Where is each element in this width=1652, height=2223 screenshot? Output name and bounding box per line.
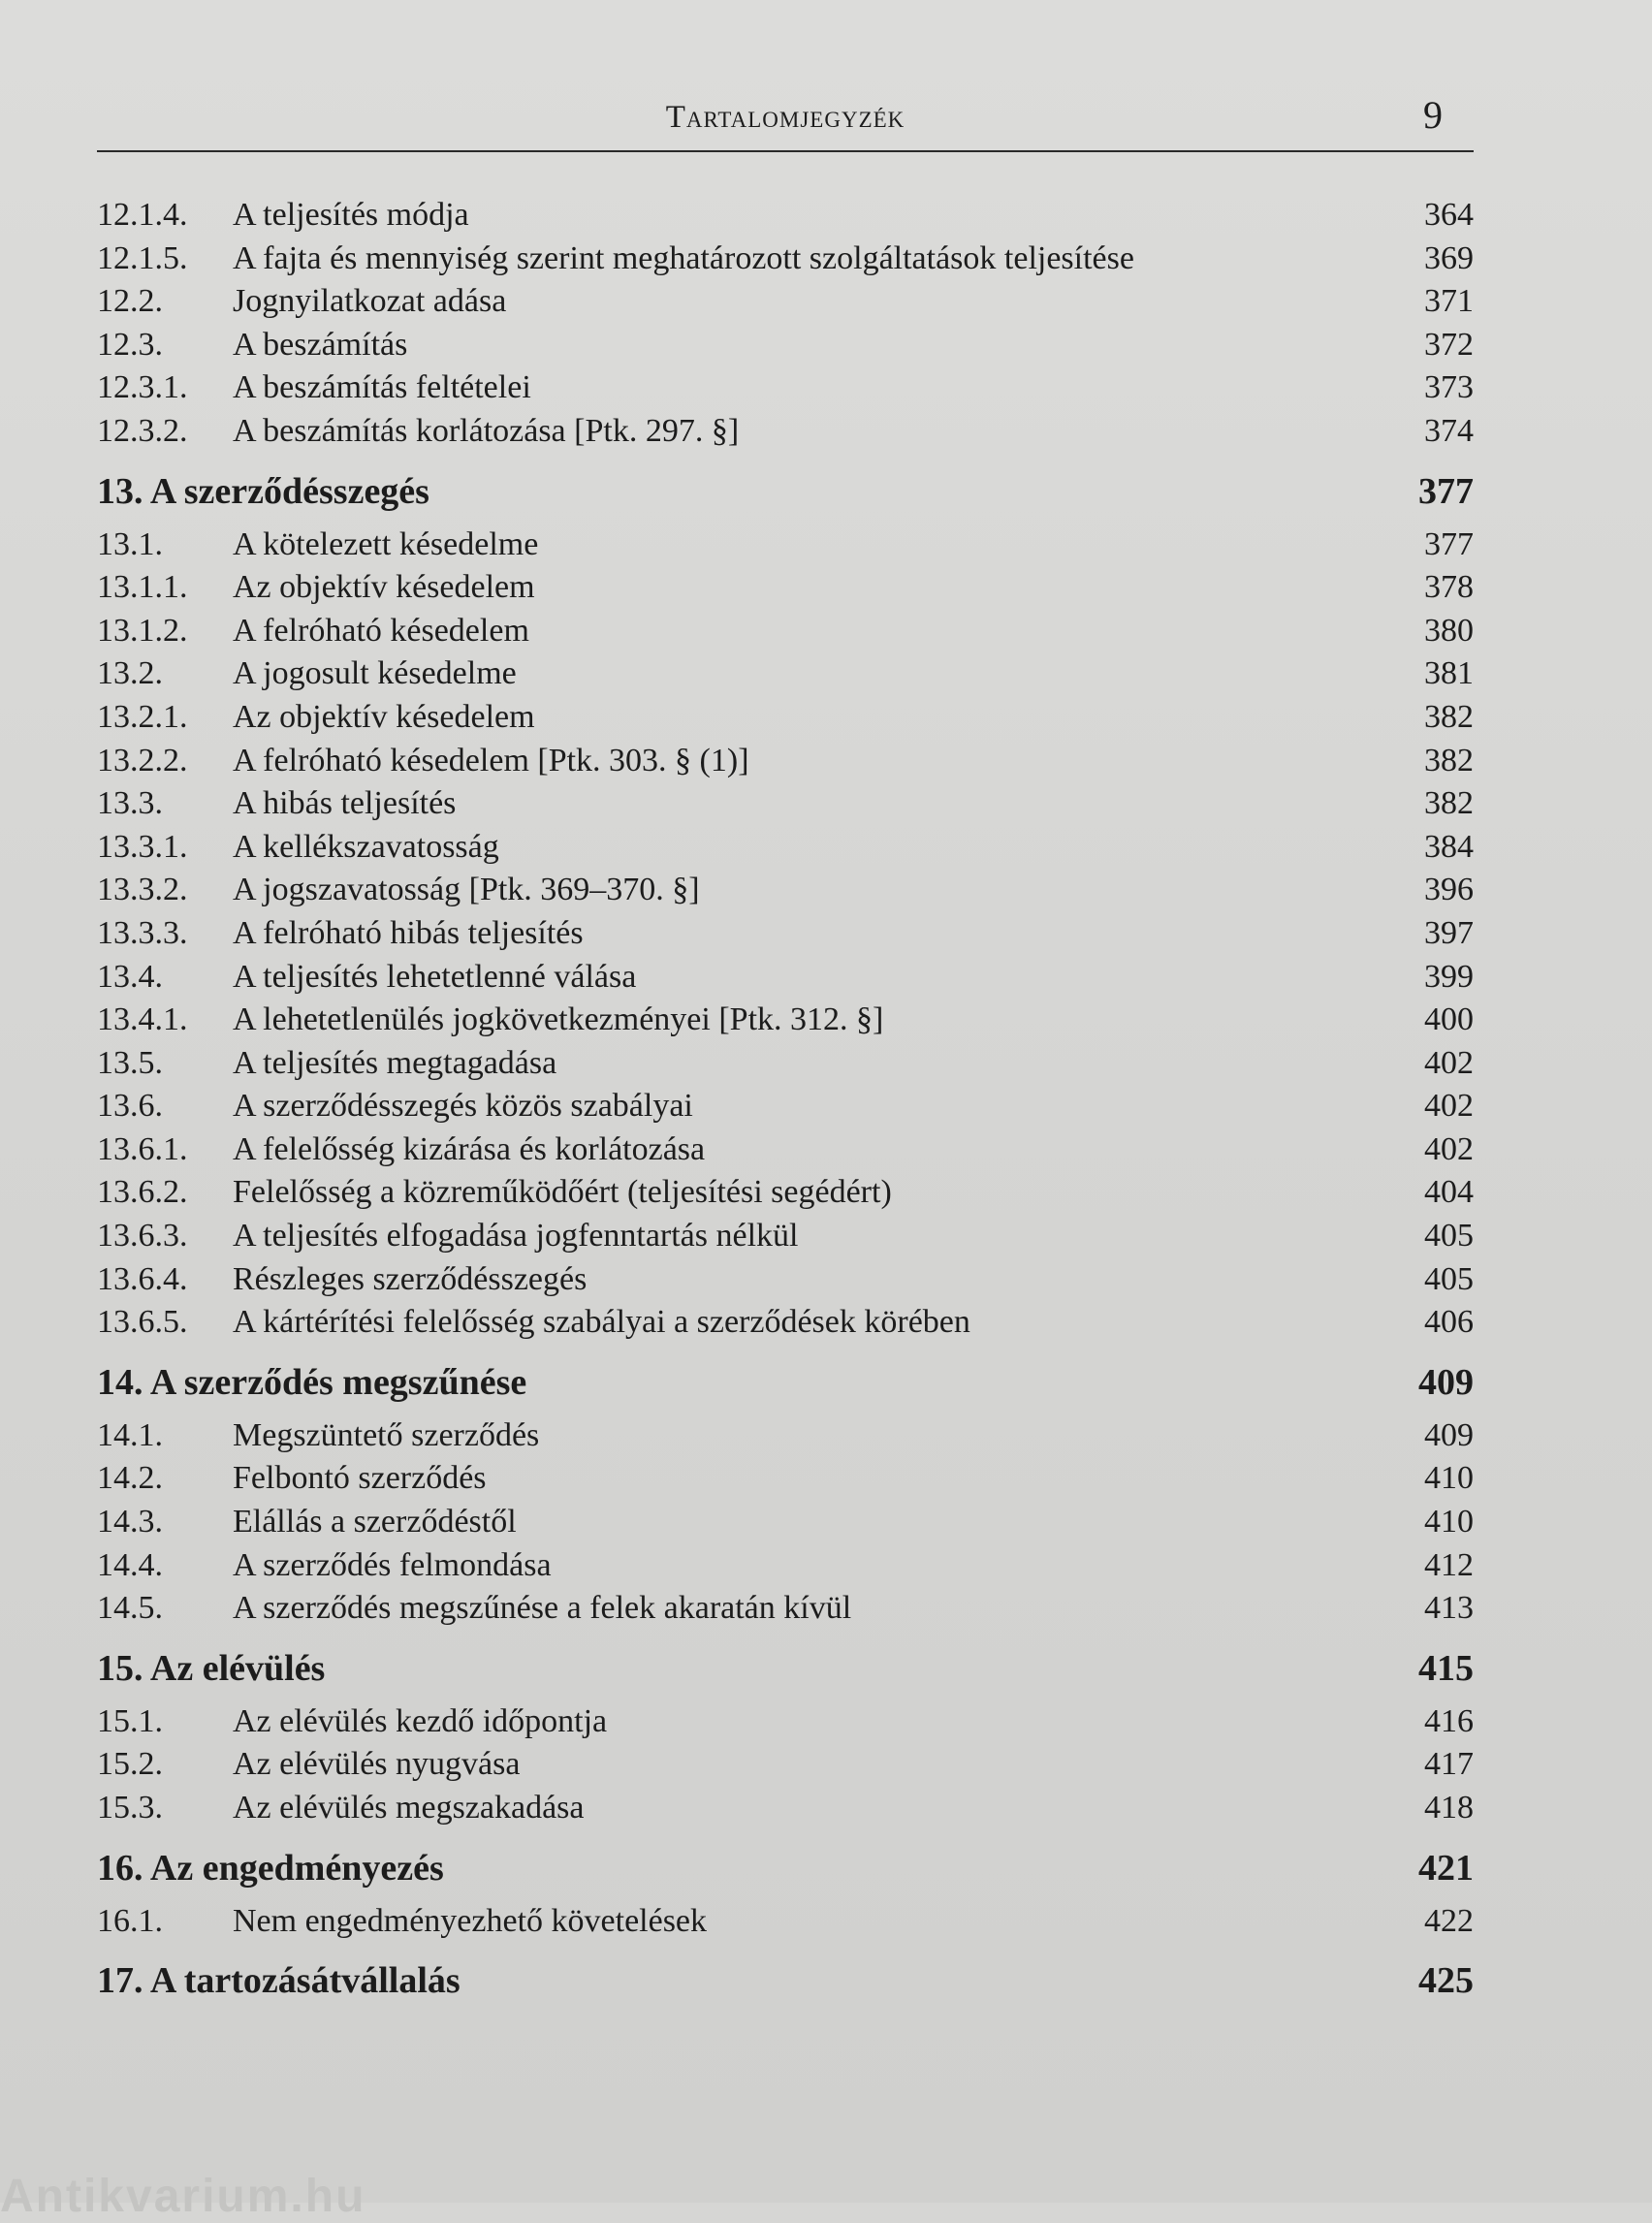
toc-entry [97,1787,1474,1830]
toc-entry [97,1544,1474,1588]
chapter-page: 377 [1418,470,1474,512]
entry-number: 13.6.4. [97,1260,188,1297]
toc-entry [97,238,1474,281]
entry-number: 13.5. [97,1044,163,1081]
entry-title: A felróható hibás teljesítés [233,914,584,951]
entry-number: 13.2. [97,655,163,692]
entry-page: 374 [1424,412,1474,449]
entry-page: 378 [1424,569,1474,606]
entry-page: 402 [1424,1044,1474,1081]
entry-number: 13.1. [97,525,163,562]
entry-number: 12.3.1. [97,369,188,406]
toc-entry [97,869,1474,912]
entry-number: 15.1. [97,1702,163,1739]
entry-page: 371 [1424,283,1474,320]
entry-page: 381 [1424,655,1474,692]
toc-entry [97,1215,1474,1258]
entry-title: A jogosult késedelme [233,655,517,692]
table-of-contents [97,194,1474,2013]
toc-entry [97,782,1474,826]
chapter-page: 409 [1418,1361,1474,1403]
entry-number: 13.2.2. [97,742,188,778]
running-header [97,92,1474,150]
toc-entry [97,1128,1474,1172]
entry-page: 404 [1424,1174,1474,1211]
entry-title: A felróható késedelem [Ptk. 303. § (1)] [233,742,749,778]
entry-number: 16.1. [97,1902,163,1939]
toc-entry [97,410,1474,454]
toc-entry [97,1258,1474,1302]
toc-entry [97,652,1474,696]
toc-entry [97,280,1474,324]
entry-title: A kártérítési felelősség szabályai a szerződések körében [233,1304,970,1341]
entry-title: Az objektív késedelem [233,698,535,735]
toc-entry [97,1900,1474,1944]
toc-chapter [97,1951,1474,2011]
chapter-page: 415 [1418,1647,1474,1689]
entry-title: A felróható késedelem [233,612,529,649]
chapter-title: 16. Az engedményezés [97,1847,444,1889]
entry-title: Az elévülés kezdő időpontja [233,1702,608,1739]
toc-entry [97,956,1474,1000]
toc-entry [97,1457,1474,1501]
toc-entry [97,696,1474,740]
entry-number: 12.2. [97,283,163,320]
chapter-page: 425 [1418,1960,1474,2002]
chapter-page: 421 [1418,1847,1474,1889]
entry-title: A szerződés megszűnése a felek akaratán kívül [233,1590,852,1627]
entry-page: 409 [1424,1416,1474,1453]
entry-number: 13.6.3. [97,1218,188,1254]
entry-number: 13.6.5. [97,1304,188,1341]
entry-title: A felelősség kizárása és korlátozása [233,1130,706,1167]
chapter-title: 17. A tartozásátvállalás [97,1960,461,2002]
entry-page: 405 [1424,1260,1474,1297]
entry-title: A szerződésszegés közös szabályai [233,1088,693,1125]
toc-entry [97,566,1474,610]
entry-page: 396 [1424,872,1474,908]
toc-entry [97,366,1474,410]
toc-entry [97,1301,1474,1345]
chapter-title: 15. Az elévülés [97,1647,326,1689]
entry-number: 13.3.2. [97,872,188,908]
entry-page: 382 [1424,785,1474,822]
entry-title: A teljesítés megtagadása [233,1044,557,1081]
entry-page: 384 [1424,828,1474,865]
entry-number: 14.4. [97,1546,163,1583]
entry-page: 417 [1424,1746,1474,1783]
entry-title: Az elévülés megszakadása [233,1790,585,1826]
entry-page: 410 [1424,1504,1474,1540]
entry-title: A lehetetlenülés jogkövetkezményei [Ptk. 312. §] [233,1001,884,1038]
entry-page: 382 [1424,698,1474,735]
entry-number: 13.2.1. [97,698,188,735]
entry-title: A beszámítás [233,326,408,363]
entry-page: 405 [1424,1218,1474,1254]
toc-entry [97,1414,1474,1458]
entry-page: 410 [1424,1460,1474,1497]
entry-page: 380 [1424,612,1474,649]
toc-entry [97,1501,1474,1544]
entry-number: 13.4.1. [97,1001,188,1038]
toc-entry [97,1743,1474,1787]
entry-number: 14.3. [97,1504,163,1540]
entry-page: 402 [1424,1088,1474,1125]
entry-title: A szerződés felmondása [233,1546,552,1583]
entry-number: 12.3.2. [97,412,188,449]
entry-page: 402 [1424,1130,1474,1167]
entry-page: 364 [1424,197,1474,233]
entry-title: A hibás teljesítés [233,785,457,822]
toc-entry [97,1700,1474,1744]
toc-entry [97,826,1474,870]
header-rule [97,150,1474,152]
entry-title: Megszüntető szerződés [233,1416,540,1453]
entry-title: A beszámítás feltételei [233,369,531,406]
entry-number: 14.2. [97,1460,163,1497]
entry-number: 12.1.5. [97,239,188,276]
entry-page: 406 [1424,1304,1474,1341]
entry-page: 416 [1424,1702,1474,1739]
entry-number: 15.3. [97,1790,163,1826]
entry-page: 369 [1424,239,1474,276]
toc-entry [97,1587,1474,1631]
toc-entry [97,324,1474,367]
entry-page: 399 [1424,958,1474,995]
entry-title: A beszámítás korlátozása [Ptk. 297. §] [233,412,740,449]
toc-entry [97,999,1474,1042]
entry-number: 13.3. [97,785,163,822]
entry-page: 400 [1424,1001,1474,1038]
entry-number: 12.3. [97,326,163,363]
entry-title: A fajta és mennyiség szerint meghatározott szolgáltatások teljesítése [233,239,1134,276]
entry-title: A jogszavatosság [Ptk. 369–370. §] [233,872,700,908]
entry-number: 14.5. [97,1590,163,1627]
entry-page: 422 [1424,1902,1474,1939]
entry-number: 13.6.2. [97,1174,188,1211]
header-title: Tartalomjegyzék [665,100,905,135]
page-number: 9 [1423,93,1443,137]
entry-number: 13.1.2. [97,612,188,649]
toc-chapter [97,1638,1474,1699]
toc-entry [97,740,1474,783]
toc-entry [97,524,1474,567]
entry-number: 13.6. [97,1088,163,1125]
entry-number: 12.1.4. [97,197,188,233]
toc-entry [97,194,1474,238]
toc-entry [97,610,1474,653]
entry-page: 373 [1424,369,1474,406]
watermark: Antikvarium.hu [0,2171,366,2222]
chapter-title: 13. A szerződésszegés [97,470,429,512]
entry-number: 13.3.1. [97,828,188,865]
entry-title: Felelősség a közreműködőért (teljesítési segédért) [233,1174,892,1211]
entry-page: 382 [1424,742,1474,778]
entry-page: 418 [1424,1790,1474,1826]
entry-page: 377 [1424,525,1474,562]
toc-entry [97,1085,1474,1128]
entry-title: Az objektív késedelem [233,569,535,606]
entry-title: A teljesítés módja [233,197,469,233]
entry-title: Jognyilatkozat adása [233,283,507,320]
entry-title: Részleges szerződésszegés [233,1260,588,1297]
toc-entry [97,1171,1474,1215]
toc-chapter [97,1352,1474,1413]
entry-title: Az elévülés nyugvása [233,1746,521,1783]
entry-number: 13.6.1. [97,1130,188,1167]
entry-number: 13.4. [97,958,163,995]
entry-page: 413 [1424,1590,1474,1627]
toc-entry [97,1042,1474,1086]
entry-title: A kellékszavatosság [233,828,499,865]
toc-chapter [97,1838,1474,1898]
entry-title: Elállás a szerződéstől [233,1504,517,1540]
entry-title: Felbontó szerződés [233,1460,487,1497]
entry-title: A kötelezett késedelme [233,525,539,562]
toc-entry [97,912,1474,956]
entry-title: Nem engedményezhető követelések [233,1902,708,1939]
entry-number: 13.1.1. [97,569,188,606]
entry-number: 14.1. [97,1416,163,1453]
entry-title: A teljesítés lehetetlenné válása [233,958,637,995]
entry-page: 412 [1424,1546,1474,1583]
entry-title: A teljesítés elfogadása jogfenntartás nélkül [233,1218,799,1254]
toc-chapter [97,461,1474,522]
entry-page: 397 [1424,914,1474,951]
entry-number: 13.3.3. [97,914,188,951]
entry-page: 372 [1424,326,1474,363]
chapter-title: 14. A szerződés megszűnése [97,1361,527,1403]
entry-number: 15.2. [97,1746,163,1783]
